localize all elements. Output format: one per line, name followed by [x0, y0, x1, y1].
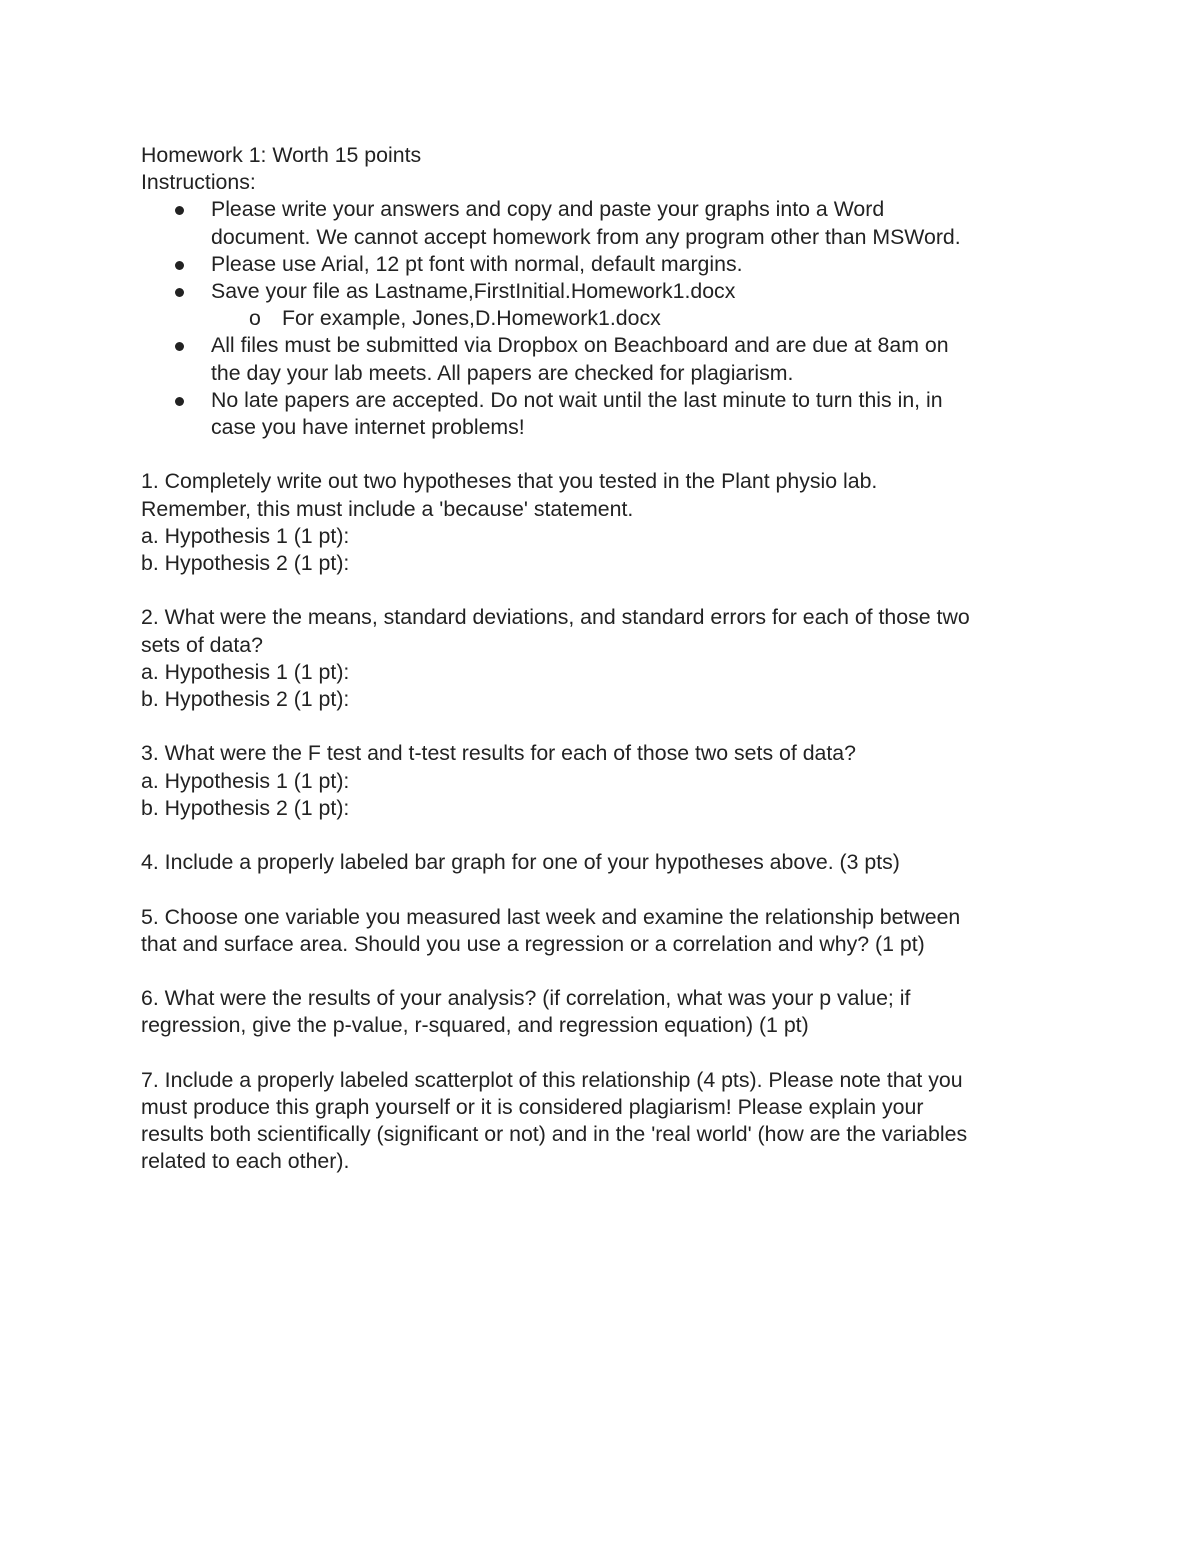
- blank-line: [141, 958, 1071, 985]
- question-line: b. Hypothesis 2 (1 pt):: [141, 687, 350, 712]
- question-7: [141, 1067, 1071, 1176]
- bullet-icon: [175, 288, 184, 297]
- question-4: [141, 849, 1071, 876]
- instruction-line: the day your lab meets. All papers are checked for plagiarism.: [211, 360, 794, 385]
- question-line: results both scientifically (significant or not) and in the 'real world' (how are the variables: [141, 1122, 968, 1147]
- blank-line: [141, 441, 1071, 468]
- question-line: regression, give the p-value, r-squared, and regression equation) (1 pt): [141, 1013, 809, 1038]
- bullet-icon: [175, 397, 184, 406]
- question-6: [141, 985, 1071, 1039]
- question-1: [141, 468, 1071, 577]
- question-line: 6. What were the results of your analysis? (if correlation, what was your p value; if: [141, 986, 911, 1011]
- blank-line: [141, 822, 1071, 849]
- instruction-line: document. We cannot accept homework from any program other than MSWord.: [211, 224, 961, 249]
- instruction-line: Please write your answers and copy and paste your graphs into a Word: [211, 197, 885, 222]
- question-line: must produce this graph yourself or it is considered plagiarism! Please explain your: [141, 1095, 924, 1119]
- bullet-icon: [175, 342, 184, 351]
- instruction-line: Save your file as Lastname,FirstInitial.Homework1.docx: [211, 279, 736, 304]
- blank-line: [141, 876, 1071, 903]
- instruction-sub-item: [141, 305, 1071, 332]
- instruction-line: case you have internet problems!: [211, 415, 525, 440]
- bullet-icon: [175, 206, 184, 215]
- question-line: a. Hypothesis 1 (1 pt):: [141, 768, 350, 793]
- question-line: 1. Completely write out two hypotheses that you tested in the Plant physio lab.: [141, 469, 878, 494]
- instruction-line: Please use Arial, 12 pt font with normal, default margins.: [211, 251, 743, 276]
- instructions-label: Instructions:: [141, 170, 256, 195]
- instruction-item: [141, 387, 1071, 441]
- question-line: 5. Choose one variable you measured last week and examine the relationship between: [141, 904, 961, 929]
- blank-line: [141, 713, 1071, 740]
- document-title: Homework 1: Worth 15 points: [141, 143, 422, 167]
- instruction-line: For example, Jones,D.Homework1.docx: [282, 306, 661, 331]
- instruction-item: [141, 251, 1071, 278]
- instruction-line: All files must be submitted via Dropbox on Beachboard and are due at 8am on: [211, 333, 949, 358]
- question-line: sets of data?: [141, 632, 263, 657]
- instruction-line: No late papers are accepted. Do not wait until the last minute to turn this in, in: [211, 387, 943, 412]
- blank-line: [141, 577, 1071, 604]
- bullet-icon: [175, 261, 184, 270]
- question-line: 2. What were the means, standard deviations, and standard errors for each of those two: [141, 605, 970, 630]
- question-line: a. Hypothesis 1 (1 pt):: [141, 659, 350, 684]
- question-line: b. Hypothesis 2 (1 pt):: [141, 551, 350, 576]
- question-line: Remember, this must include a 'because' statement.: [141, 496, 634, 521]
- question-5: [141, 904, 1071, 958]
- question-3: [141, 740, 1071, 822]
- question-line: 4. Include a properly labeled bar graph for one of your hypotheses above. (3 pts): [141, 850, 900, 875]
- question-line: 3. What were the F test and t-test results for each of those two sets of data?: [141, 741, 856, 766]
- instruction-item: [141, 196, 1071, 250]
- document-page: [141, 142, 1071, 1176]
- blank-line: [141, 1040, 1071, 1067]
- instructions-list: [141, 196, 1071, 441]
- instruction-item: [141, 278, 1071, 305]
- sub-bullet-marker-icon: o: [249, 306, 261, 331]
- question-line: related to each other).: [141, 1149, 350, 1174]
- question-line: a. Hypothesis 1 (1 pt):: [141, 523, 350, 548]
- instruction-item: [141, 332, 1071, 386]
- question-2: [141, 604, 1071, 713]
- question-line: 7. Include a properly labeled scatterplot of this relationship (4 pts). Please note that you: [141, 1067, 963, 1092]
- question-line: b. Hypothesis 2 (1 pt):: [141, 795, 350, 820]
- question-line: that and surface area. Should you use a regression or a correlation and why? (1 pt): [141, 931, 925, 956]
